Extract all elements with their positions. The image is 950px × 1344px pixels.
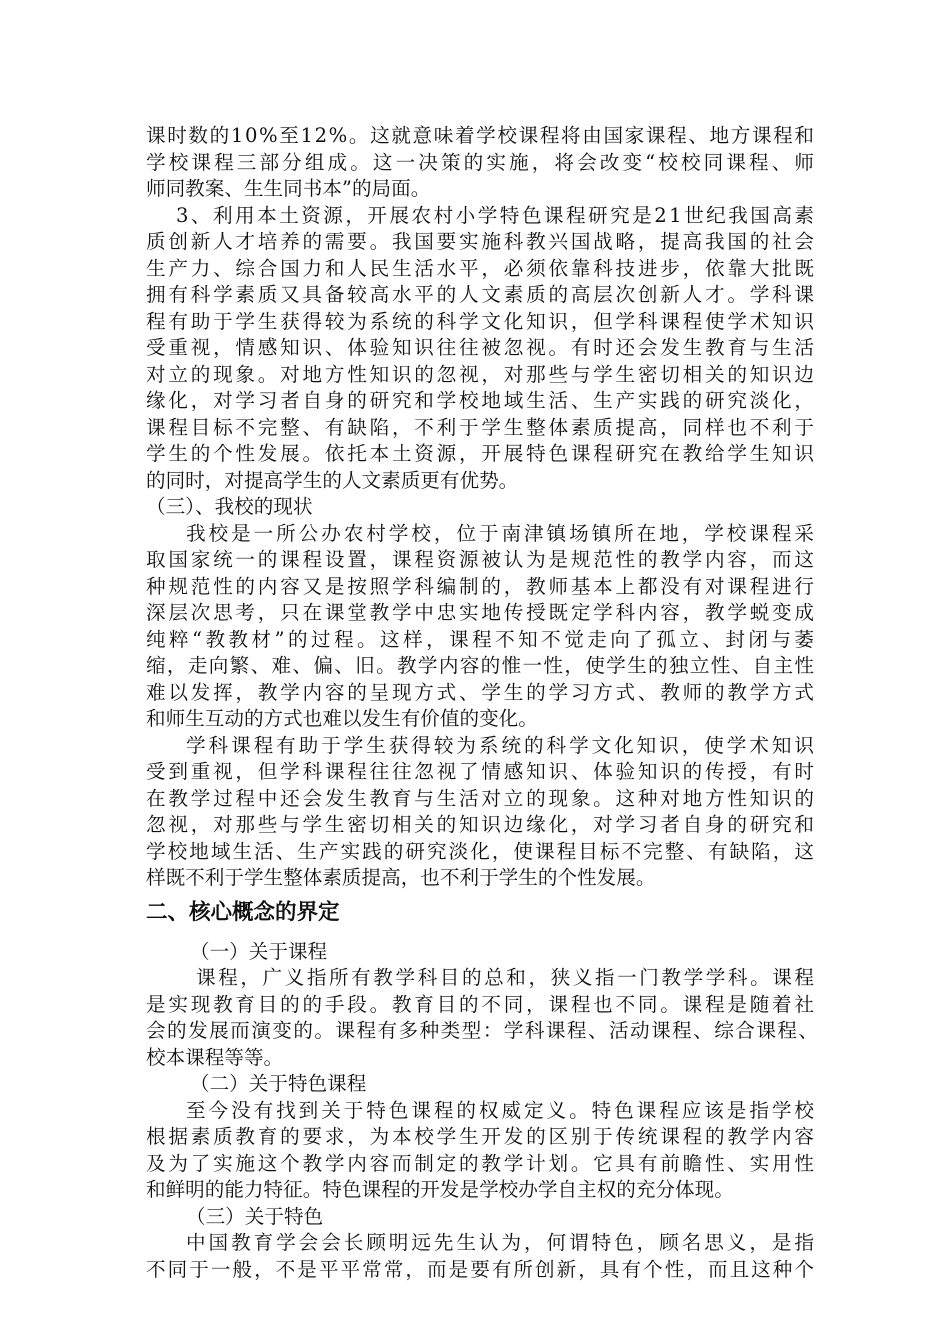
paragraph-line: 学科课程有助于学生获得较为系统的科学文化知识，使学术知识 xyxy=(186,734,817,757)
paragraph-line: 忽视，对那些与学生密切相关的知识边缘化，对学习者自身的研究和 xyxy=(146,813,817,836)
paragraph-line: 是实现教育目的的手段。教育目的不同，课程也不同。课程是随着社 xyxy=(146,993,817,1016)
paragraph-line: 根据素质教育的要求，为本校学生开发的区别于传统课程的教学内容 xyxy=(146,1125,817,1148)
section-subheading: （二）关于特色课程 xyxy=(190,1072,367,1095)
section-heading: 二、核心概念的界定 xyxy=(146,900,340,925)
paragraph-line: 课程，广义指所有教学科目的总和，狭义指一门教学学科。课程 xyxy=(196,966,817,989)
paragraph-line: 在教学过程中还会发生教育与生活对立的现象。这种对地方性知识的 xyxy=(146,787,817,810)
paragraph-line: 取国家统一的课程设置，课程资源被认为是规范性的教学内容，而这 xyxy=(146,548,817,571)
section-subheading: （三）关于特色 xyxy=(186,1205,324,1228)
paragraph-line: 学生的个性发展。依托本土资源，开展特色课程研究在教给学生知识 xyxy=(146,442,817,465)
paragraph-line: 学校课程三部分组成。这一决策的实施，将会改变“校校同课程、师 xyxy=(146,151,818,174)
paragraph-line: 质创新人才培养的需要。我国要实施科教兴国战略，提高我国的社会 xyxy=(146,230,817,253)
paragraph-line: 我校是一所公办农村学校，位于南津镇场镇所在地，学校课程采 xyxy=(186,522,817,545)
paragraph-line: 纯粹“教教材”的过程。这样，课程不知不觉走向了孤立、封闭与萎 xyxy=(146,628,818,651)
paragraph-line: 对立的现象。对地方性知识的忽视，对那些与学生密切相关的知识边 xyxy=(146,363,817,386)
paragraph-line: 会的发展而演变的。课程有多种类型：学科课程、活动课程、综合课程、 xyxy=(146,1019,820,1042)
paragraph-line: 种规范性的内容又是按照学科编制的，教师基本上都没有对课程进行 xyxy=(146,575,817,598)
paragraph-line: 深层次思考，只在课堂教学中忠实地传授既定学科内容，教学蜕变成 xyxy=(146,601,817,624)
paragraph-line: 拥有科学素质又具备较高水平的人文素质的高层次创新人才。学科课 xyxy=(146,283,817,306)
section-subheading: （一）关于课程 xyxy=(190,940,328,963)
paragraph-line: 难以发挥，教学内容的呈现方式、学生的学习方式、教师的教学方式 xyxy=(146,681,817,704)
paragraph-line: 课时数的10%至12%。这就意味着学校课程将由国家课程、地方课程和 xyxy=(146,124,816,147)
paragraph-line: 师同教案、生生同书本”的局面。 xyxy=(146,177,431,200)
paragraph-line: 课程目标不完整、有缺陷，不利于学生整体素质提高，同样也不利于 xyxy=(146,416,817,439)
paragraph-line: 及为了实施这个教学内容而制定的教学计划。它具有前瞻性、实用性 xyxy=(146,1152,817,1175)
paragraph-line: 缩，走向繁、难、偏、旧。教学内容的惟一性，使学生的独立性、自主性 xyxy=(146,654,816,677)
paragraph-line: 学校地域生活、生产实践的研究淡化，使课程目标不完整、有缺陷，这 xyxy=(146,840,817,863)
paragraph-line: 缘化，对学习者自身的研究和学校地域生活、生产实践的研究淡化， xyxy=(146,389,817,412)
paragraph-line: 样既不利于学生整体素质提高，也不利于学生的个性发展。 xyxy=(146,866,656,889)
paragraph-line: 3、利用本土资源，开展农村小学特色课程研究是21世纪我国高素 xyxy=(176,204,817,227)
paragraph-line: 校本课程等等。 xyxy=(146,1046,284,1069)
paragraph-line: 的同时，对提高学生的人文素质更有优势。 xyxy=(146,469,519,492)
paragraph-line: 受重视，情感知识、体验知识往往被忽视。有时还会发生教育与生活 xyxy=(146,336,817,359)
paragraph-line: 中国教育学会会长顾明远先生认为，何谓特色，顾名思义，是指 xyxy=(186,1231,817,1254)
paragraph-line: 和师生互动的方式也难以发生有价值的变化。 xyxy=(146,707,538,730)
paragraph-line: 至今没有找到关于特色课程的权威定义。特色课程应该是指学校 xyxy=(186,1099,817,1122)
section-subheading: （三）、我校的现状 xyxy=(146,495,313,518)
paragraph-line: 程有助于学生获得较为系统的科学文化知识，但学科课程使学术知识 xyxy=(146,310,817,333)
paragraph-line: 不同于一般，不是平平常常，而是要有所创新，具有个性，而且这种个 xyxy=(146,1258,817,1281)
paragraph-line: 生产力、综合国力和人民生活水平，必须依靠科技进步，依靠大批既 xyxy=(146,257,817,280)
paragraph-line: 和鲜明的能力特征。特色课程的开发是学校办学自主权的充分体现。 xyxy=(146,1178,734,1201)
paragraph-line: 受到重视，但学科课程往往忽视了情感知识、体验知识的传授，有时 xyxy=(146,760,817,783)
